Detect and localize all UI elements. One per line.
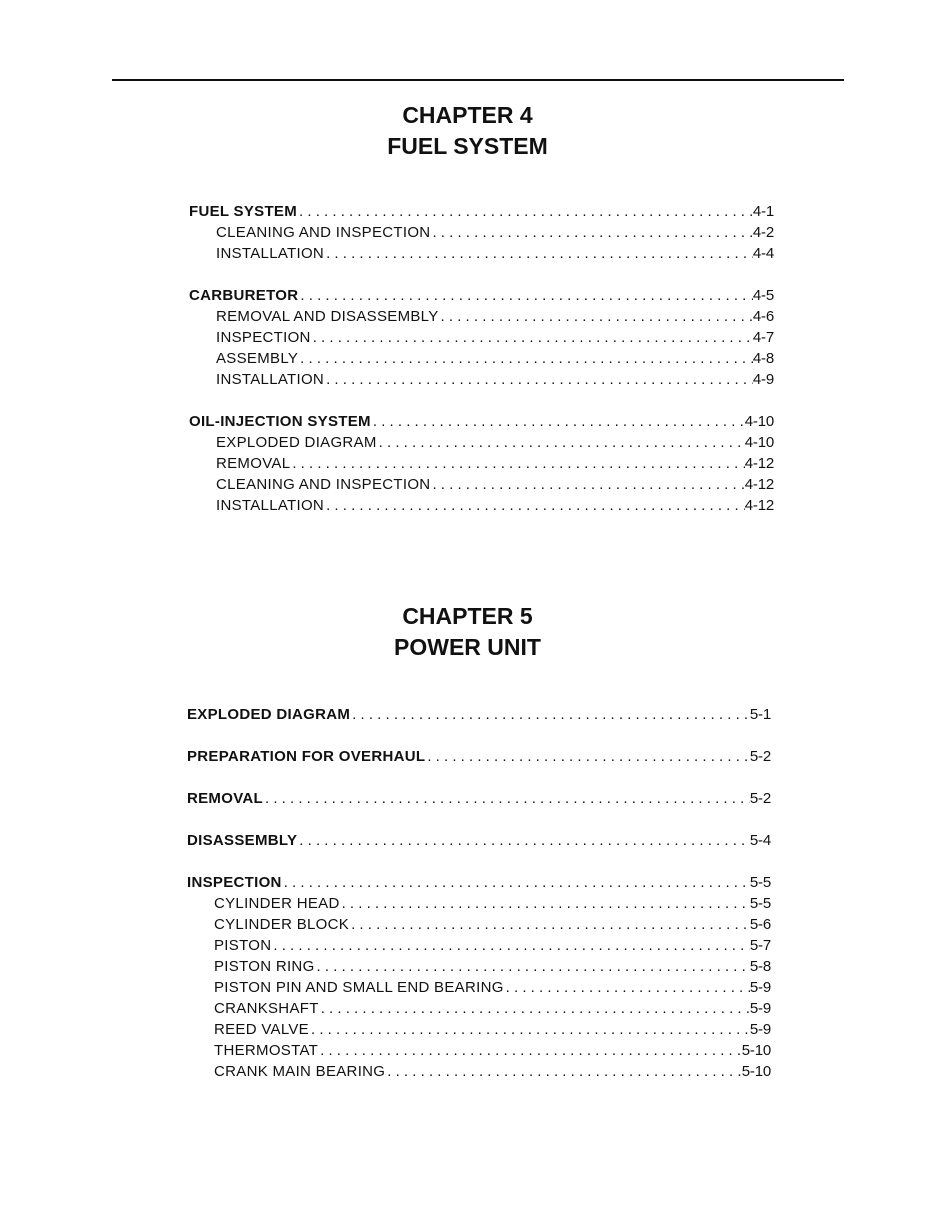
- chapter-4-heading: [0, 100, 935, 162]
- toc-entry-installation[interactable]: INSTALLATION . . . 4-12: [189, 495, 774, 516]
- toc-entry-crankshaft[interactable]: CRANKSHAFT . . . 5-9: [187, 998, 771, 1019]
- chapter-5-number: CHAPTER 5: [402, 603, 533, 629]
- toc-entry-cleaning-and-inspection[interactable]: CLEANING AND INSPECTION . . . 4-2: [189, 222, 774, 243]
- toc-entry-inspection[interactable]: INSPECTION . . . 5-5: [187, 872, 771, 893]
- toc-entry-oil-injection-system[interactable]: OIL-INJECTION SYSTEM . . . 4-10: [189, 411, 774, 432]
- toc-entry-crank-main-bearing[interactable]: CRANK MAIN BEARING . . . 5-10: [187, 1061, 771, 1082]
- toc-entry-disassembly[interactable]: DISASSEMBLY . . . 5-4: [187, 830, 771, 851]
- toc-entry-installation[interactable]: INSTALLATION . . . 4-9: [189, 369, 774, 390]
- toc-entry-preparation-for-overhaul[interactable]: PREPARATION FOR OVERHAUL . . . 5-2: [187, 746, 771, 767]
- toc-entry-piston[interactable]: PISTON . . . 5-7: [187, 935, 771, 956]
- toc-entry-removal-and-disassembly[interactable]: REMOVAL AND DISASSEMBLY . . . 4-6: [189, 306, 774, 327]
- toc-entry-assembly[interactable]: ASSEMBLY . . . 4-8: [189, 348, 774, 369]
- toc-entry-exploded-diagram[interactable]: EXPLODED DIAGRAM . . . 5-1: [187, 704, 771, 725]
- chapter-5-toc: [187, 704, 771, 1082]
- toc-entry-removal[interactable]: REMOVAL . . . 4-12: [189, 453, 774, 474]
- toc-entry-reed-valve[interactable]: REED VALVE . . . 5-9: [187, 1019, 771, 1040]
- toc-entry-exploded-diagram[interactable]: EXPLODED DIAGRAM . . . 4-10: [189, 432, 774, 453]
- toc-entry-thermostat[interactable]: THERMOSTAT . . . 5-10: [187, 1040, 771, 1061]
- toc-entry-removal[interactable]: REMOVAL . . . 5-2: [187, 788, 771, 809]
- toc-entry-cylinder-block[interactable]: CYLINDER BLOCK . . . 5-6: [187, 914, 771, 935]
- toc-entry-piston-pin-and-small-end-bearing[interactable]: PISTON PIN AND SMALL END BEARING . . . 5-9: [187, 977, 771, 998]
- toc-entry-piston-ring[interactable]: PISTON RING . . . 5-8: [187, 956, 771, 977]
- toc-entry-cleaning-and-inspection[interactable]: CLEANING AND INSPECTION . . . 4-12: [189, 474, 774, 495]
- toc-entry-inspection[interactable]: INSPECTION . . . 4-7: [189, 327, 774, 348]
- toc-entry-fuel-system[interactable]: FUEL SYSTEM . . . 4-1: [189, 201, 774, 222]
- chapter-4-number: CHAPTER 4: [402, 102, 533, 128]
- toc-entry-cylinder-head[interactable]: CYLINDER HEAD . . . 5-5: [187, 893, 771, 914]
- toc-entry-carburetor[interactable]: CARBURETOR . . . 4-5: [189, 285, 774, 306]
- toc-entry-installation[interactable]: INSTALLATION . . . 4-4: [189, 243, 774, 264]
- chapter-4-title: FUEL SYSTEM: [387, 133, 548, 159]
- chapter-4-toc: [189, 201, 774, 516]
- top-rule: [112, 79, 844, 81]
- chapter-5-title: POWER UNIT: [394, 634, 541, 660]
- chapter-5-heading: [0, 601, 935, 663]
